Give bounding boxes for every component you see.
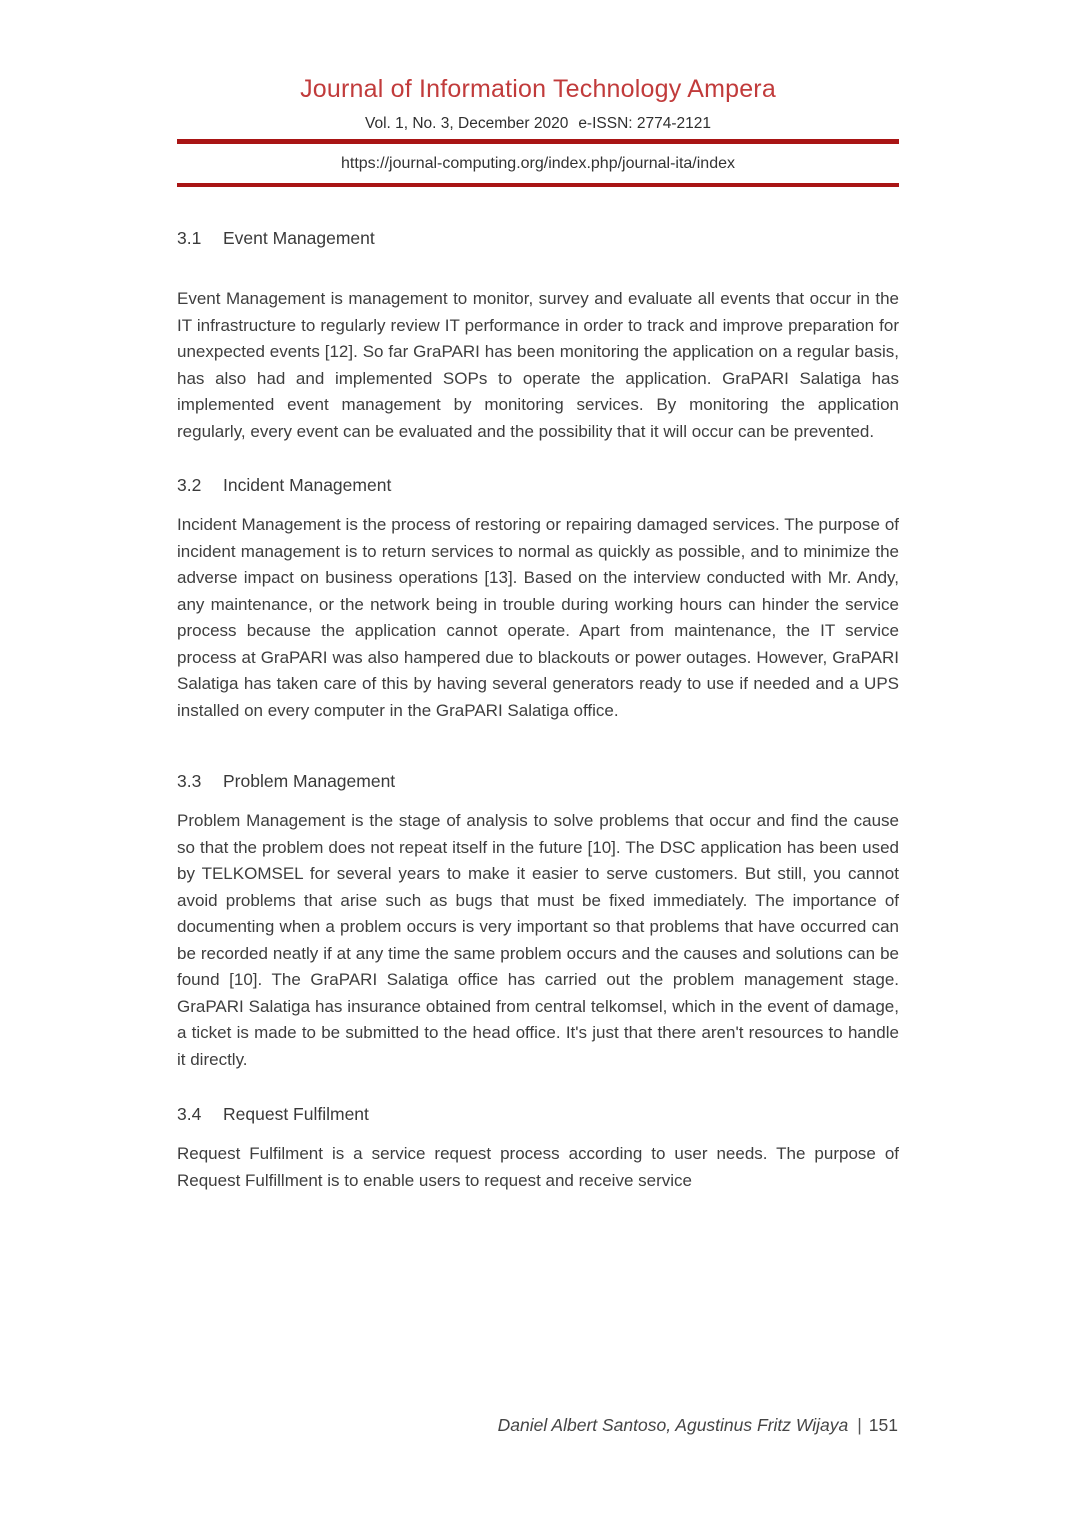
section-title: Problem Management [223,771,396,791]
journal-url: https://journal-computing.org/index.php/journal-ita/index [340,154,735,172]
footer-page-number: 151 [868,1415,898,1435]
footer-authors: Daniel Albert Santoso, Agustinus Fritz Wijaya [497,1415,849,1435]
volume-text: Vol. 1, No. 3, December 2020 [364,115,569,132]
section-heading-3-4 [177,1103,899,1125]
header-rule-bottom [177,183,899,188]
page-footer [498,1414,898,1436]
section-paragraph-3-1: Event Management is management to monitor, survey and evaluate all events that occur in the IT infrastructure to regularly review IT performance in order to track and improve preparation for unexpected events [12]. So far GraPARI has been monitoring the application on a regular basis, has also had and implemented SOPs to operate the application. GraPARI Salatiga has implemented event management by monitoring services. By monitoring the application regularly, every event can be evaluated and the possibility that it will occur can be prevented. [177,289,899,441]
section-paragraph-3-4: Request Fulfilment is a service request process according to user needs. The purpose of Request Fulfillment is to enable users to request and receive service [177,1144,899,1190]
section-heading-3-1 [177,227,899,249]
section-heading-3-3 [177,770,899,792]
issn-text: e-ISSN: 2774-2121 [578,115,712,132]
section-number: 3.3 [177,771,202,791]
section-paragraph-3-3: Problem Management is the stage of analysis to solve problems that occur and find the cause so that the problem does not repeat itself in the future [10]. The DSC application has been used by TELKOMSEL for several years to make it easier to serve customers. But still, you cannot avoid problems that arise such as bugs that must be fixed immediately. The importance of documenting when a problem occurs is very important so that problems that have occurred can be recorded neatly if at any time the same problem occurs and the causes and solutions can be found [10]. The GraPARI Salatiga office has carried out the problem management stage. GraPARI Salatiga has insurance obtained from central telkomsel, which in the event of damage, a ticket is made to be submitted to the head office. It's just that there aren't resources to handle it directly. [177,811,899,1069]
section-title: Event Management [223,228,375,248]
footer-separator: | [857,1415,862,1435]
issue-line [177,114,899,133]
journal-header [177,0,899,187]
section-number: 3.4 [177,1104,202,1124]
page-content [177,0,899,1194]
section-heading-3-2 [177,474,899,496]
section-number: 3.2 [177,475,202,495]
section-number: 3.1 [177,228,202,248]
section-title: Incident Management [223,475,392,495]
journal-title: Journal of Information Technology Ampera [300,75,776,103]
section-title: Request Fulfilment [223,1104,369,1124]
section-paragraph-3-2: Incident Management is the process of restoring or repairing damaged services. The purpose of incident management is to return services to normal as quickly as possible, and to minimize the adverse impact on business operations [13]. Based on the interview conducted with Mr. Andy, any maintenance, or the network being in trouble during working hours can hinder the service process because the application cannot operate. Apart from maintenance, the IT service process at GraPARI was also hampered due to blackouts or power outages. However, GraPARI Salatiga has taken care of this by having several generators ready to use if needed and a UPS installed on every computer in the GraPARI Salatiga office. [177,515,899,720]
